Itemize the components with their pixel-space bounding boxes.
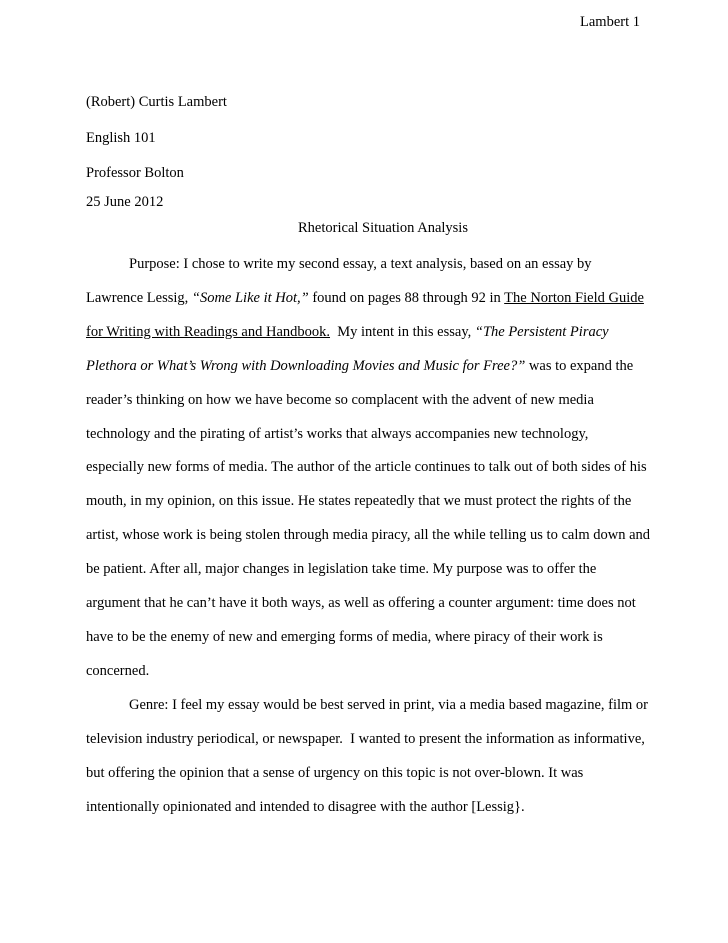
paragraph-line: Genre: I feel my essay would be best served in print, via a media based magazine, film or (129, 696, 649, 713)
own-essay-title-continued: Plethora or What’s Wrong with Downloading Movies and Music for Free?” (86, 357, 526, 374)
paragraph-line (86, 350, 658, 384)
running-head: Lambert 1 (580, 14, 640, 30)
paragraph-line (86, 282, 658, 316)
essay-body (86, 248, 658, 824)
paragraph-line: technology and the pirating of artist’s works that always accompanies new technology, (86, 425, 589, 442)
essay-title: Rhetorical Situation Analysis (298, 220, 468, 236)
text-run: Lawrence Lessig, (86, 289, 192, 306)
author-name: (Robert) Curtis Lambert (86, 94, 227, 110)
book-title-continued: for Writing with Readings and Handbook. (86, 323, 331, 340)
cited-essay-title: “Some Like it Hot,” (191, 289, 309, 306)
paragraph-line: mouth, in my opinion, on this issue. He states repeatedly that we must protect the rights of the (86, 493, 632, 510)
paragraph-line: reader’s thinking on how we have become so complacent with the advent of new media (86, 391, 594, 408)
professor-name: Professor Bolton (86, 165, 184, 181)
text-run: My intent in this essay, (330, 323, 475, 340)
book-title: The Norton Field Guide (504, 289, 644, 306)
paragraph-line: but offering the opinion that a sense of urgency on this topic is not over-blown. It was (86, 764, 584, 781)
paragraph-line (86, 316, 658, 350)
course-name: English 101 (86, 130, 156, 146)
text-run: was to expand the (525, 357, 634, 374)
paragraph-line: have to be the enemy of new and emerging forms of media, where piracy of their work is (86, 628, 603, 645)
paragraph-line: Purpose: I chose to write my second essay, a text analysis, based on an essay by (129, 256, 592, 272)
paragraph-line: television industry periodical, or newspaper. I wanted to present the information as informative, (86, 730, 645, 747)
paragraph-line: be patient. After all, major changes in legislation take time. My purpose was to offer the (86, 561, 597, 578)
essay-date: 25 June 2012 (86, 194, 164, 210)
paragraph-line: concerned. (86, 662, 150, 679)
text-run: found on pages 88 through 92 in (308, 289, 505, 306)
genre-paragraph (86, 689, 658, 825)
purpose-paragraph (86, 248, 658, 689)
own-essay-title: “The Persistent Piracy (474, 323, 609, 340)
paragraph-line: argument that he can’t have it both ways, as well as offering a counter argument: time does not (86, 595, 636, 612)
paragraph-line: especially new forms of media. The author of the article continues to talk out of both sides of his (86, 459, 647, 476)
paragraph-line: intentionally opinionated and intended to disagree with the author [Lessig}. (86, 798, 525, 815)
paragraph-line: artist, whose work is being stolen through media piracy, all the while telling us to calm down and (86, 527, 651, 544)
